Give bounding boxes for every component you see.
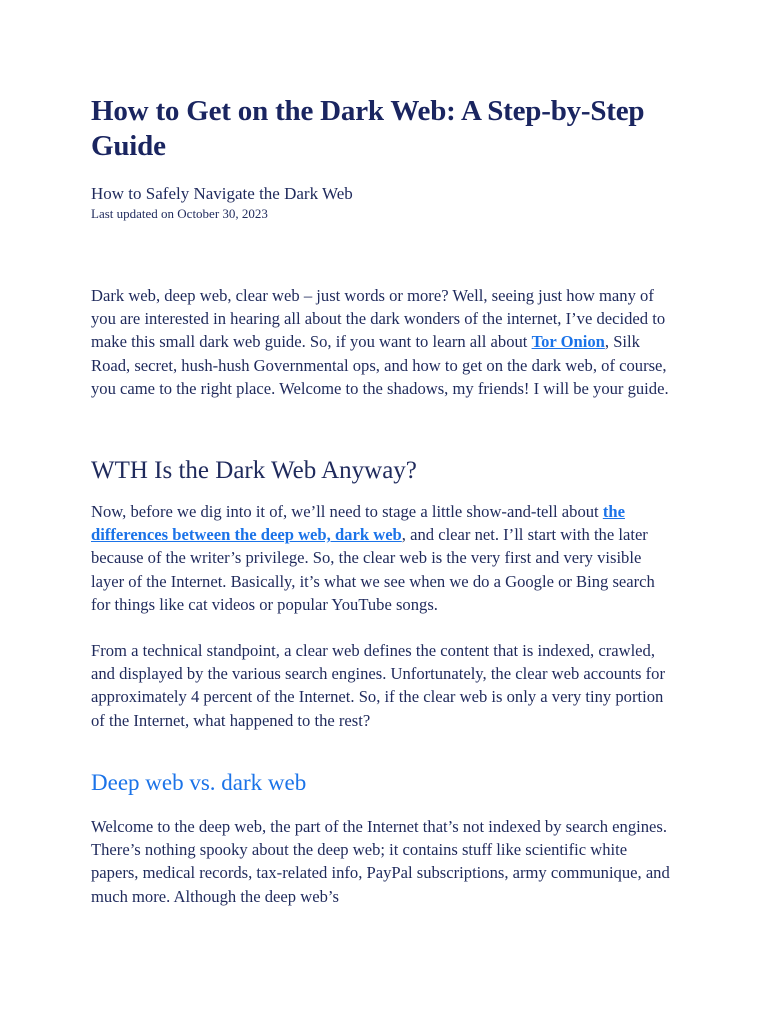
tor-onion-link[interactable]: Tor Onion (531, 332, 605, 352)
section1-paragraph-1 (91, 500, 671, 616)
section1-text-before-link: Now, before we dig into it of, we’ll need to stage a little show-and-tell about (91, 502, 603, 521)
intro-text-after-link: , Silk Road, secret, hush-hush Governmental ops, and how to get on the dark web, of course, you came to the right place. Welcome to the shadows, my friends! I will be your guide. (91, 332, 669, 398)
deep-vs-dark-web-link[interactable]: the differences between the deep web, dark web (91, 502, 625, 545)
section1-text-after-link: , and clear net. I’ll start with the later because of the writer’s privilege. So, the clear web is the very first and very visible layer of the Internet. Basically, it’s what we see when we do a Google or Bing search for things like cat videos or popular YouTube songs. (91, 525, 655, 614)
article-subtitle: How to Safely Navigate the Dark Web (91, 184, 353, 203)
section2-paragraph-1: Welcome to the deep web, the part of the Internet that’s not indexed by search engines. There’s nothing spooky about the deep web; it contains stuff like scientific white papers, medical records, tax-related info, PayPal subscriptions, army communique, and much more. Although the deep web’s (91, 817, 670, 906)
section-heading-what-is-dark-web: WTH Is the Dark Web Anyway? (91, 457, 417, 484)
section1-paragraph-2: From a technical standpoint, a clear web defines the content that is indexed, crawled, and displayed by the various search engines. Unfortunately, the clear web accounts for approximately 4 percent of the Internet. So, if the clear web is only a very tiny portion of the Internet, what happened to the rest? (91, 641, 665, 730)
intro-text-before-link: Dark web, deep web, clear web – just words or more? Well, seeing just how many of you are interested in hearing all about the dark wonders of the internet, I’ve decided to make this small dark web guide. So, if you want to learn all about (91, 286, 666, 352)
intro-paragraph (91, 284, 671, 400)
last-updated-date: Last updated on October 30, 2023 (91, 206, 268, 221)
section-heading-deep-vs-dark: Deep web vs. dark web (91, 770, 307, 795)
article-title: How to Get on the Dark Web: A Step-by-Step Guide (91, 95, 645, 162)
